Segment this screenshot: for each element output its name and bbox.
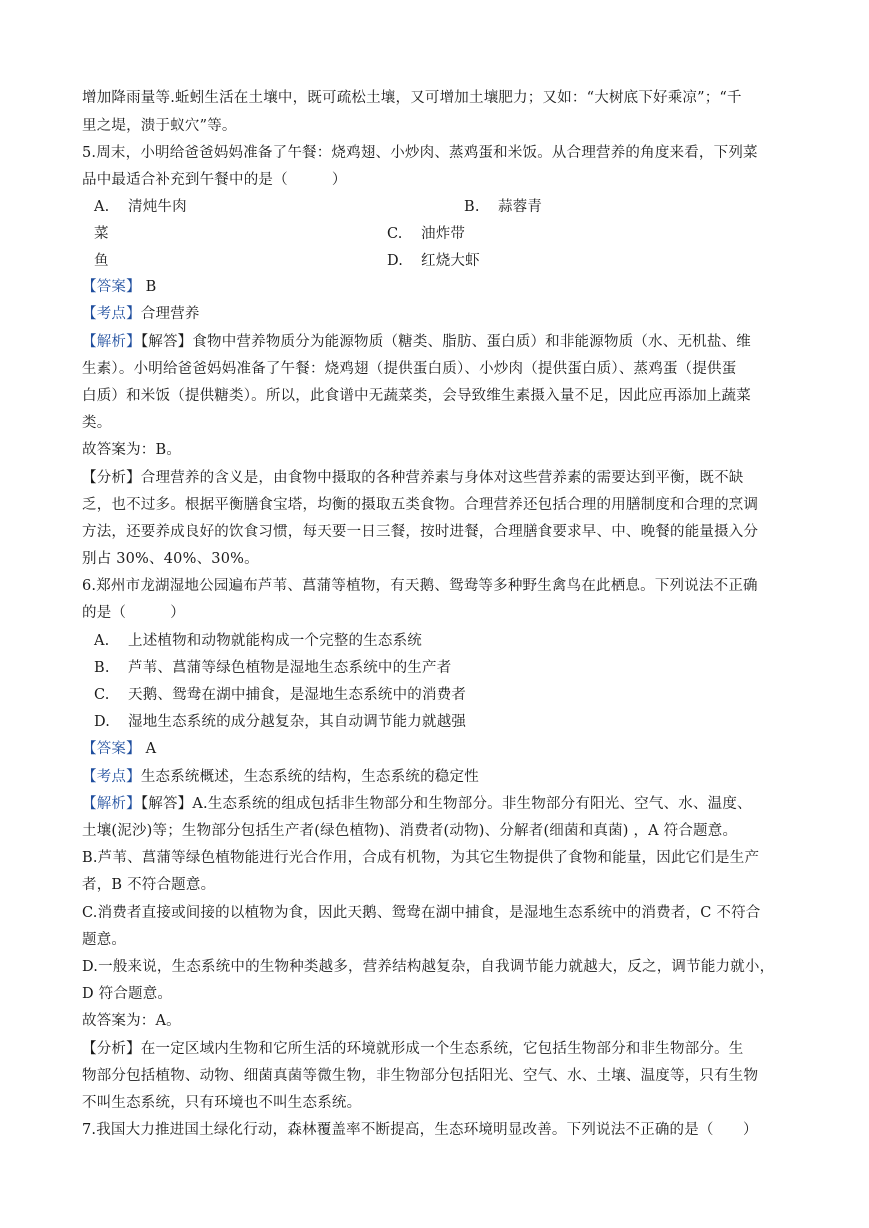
- option-a: [94, 631, 814, 651]
- fenxi-line: 不叫生态系统，只有环境也不叫生态系统。: [82, 1095, 362, 1111]
- analysis-line: B.芦苇、菖蒲等绿色植物能进行光合作用，合成有机物，为其它生物提供了食物和能量，因此它们是生产: [82, 850, 760, 866]
- option-b-continued: 菜: [94, 226, 109, 242]
- answer-tag: 【答案】: [82, 741, 141, 757]
- fenxi-line: 【分析】在一定区域内生物和它所生活的环境就形成一个生态系统，它包括生物部分和非生物部分。生: [82, 1041, 744, 1057]
- answer-line: [82, 277, 802, 297]
- analysis-line: 类。: [82, 415, 112, 431]
- answer-value: B: [140, 279, 157, 295]
- point-value: 生态系统概述，生态系统的结构，生态系统的稳定性: [140, 769, 479, 785]
- option-text: 湿地生态系统的成分越复杂，其自动调节能力就越强: [128, 714, 467, 730]
- text-line: 里之堤，溃于蚁穴”等。: [82, 118, 237, 134]
- option-text: 红烧大虾: [421, 253, 480, 269]
- analysis-line: C.消费者直接或间接的以植物为食，因此天鹅、鸳鸯在湖中捕食，是湿地生态系统中的消费者，C 不符合: [82, 905, 761, 921]
- fenxi-line: 【分析】合理营养的含义是，由食物中摄取的各种营养素与身体对这些营养素的需要达到平衡，既不缺: [82, 470, 744, 486]
- text-line: 增加降雨量等.蚯蚓生活在土壤中，既可疏松土壤，又可增加土壤肥力；又如：“大树底下好乘凉”；“千: [82, 90, 742, 106]
- question-6-stem: 6.郑州市龙湖湿地公园遍布芦苇、菖蒲等植物，有天鹅、鸳鸯等多种野生禽鸟在此栖息。下列说法不正确: [82, 578, 758, 594]
- answer-tag: 【答案】: [82, 279, 141, 295]
- analysis-tag: 【解析】: [82, 334, 141, 350]
- analysis-line: 白质）和米饭（提供糖类）。所以，此食谱中无蔬菜类，会导致维生素摄入量不足，因此应再添加上蔬菜: [82, 388, 751, 404]
- point-line: [82, 304, 802, 324]
- answer-line: [82, 739, 802, 759]
- option-c-continued: 鱼: [94, 253, 109, 269]
- question-5-stem: 5.周末，小明给爸爸妈妈准备了午餐：烧鸡翅、小炒肉、蒸鸡蛋和米饭。从合理营养的角度来看，下列菜: [82, 145, 758, 161]
- option-label: B.: [464, 199, 480, 215]
- option-text: 天鹅、鸳鸯在湖中捕食，是湿地生态系统中的消费者: [128, 687, 467, 703]
- analysis-line: 生素）。小明给爸爸妈妈准备了午餐：烧鸡翅（提供蛋白质）、小炒肉（提供蛋白质）、蒸鸡蛋（提供蛋: [82, 361, 737, 377]
- answer-value: A: [140, 741, 157, 757]
- option-text: 油炸带: [421, 226, 466, 242]
- fenxi-line: 乏，也不过多。根据平衡膳食宝塔，均衡的摄取五类食物。合理营养还包括合理的用膳制度和合理的烹调: [82, 497, 759, 513]
- fenxi-line: 方法，还要养成良好的饮食习惯，每天要一日三餐，按时进餐，合理膳食要求早、中、晚餐的能量摄入分: [82, 524, 759, 540]
- option-text: 芦苇、菖蒲等绿色植物是湿地生态系统中的生产者: [128, 660, 452, 676]
- option-b: [464, 197, 764, 217]
- point-tag: 【考点】: [82, 769, 141, 785]
- analysis-line: D.一般来说，生态系统中的生物种类越多，营养结构越复杂，自我调节能力就越大，反之，调节能力就小，: [82, 959, 775, 975]
- option-label: B.: [94, 660, 110, 676]
- point-line: [82, 767, 802, 787]
- option-d: [387, 251, 687, 271]
- analysis-line: 题意。: [82, 932, 127, 948]
- analysis-line: [82, 794, 802, 814]
- option-label: C.: [387, 226, 403, 242]
- option-label: A.: [94, 633, 110, 649]
- option-text: 蒜蓉青: [498, 199, 543, 215]
- fenxi-line: 物部分包括植物、动物、细菌真菌等微生物，非生物部分包括阳光、空气、水、土壤、温度等，只有生物: [82, 1068, 759, 1084]
- question-7-stem: 7.我国大力推进国土绿化行动，森林覆盖率不断提高，生态环境明显改善。下列说法不正确的是（ ）: [82, 1122, 758, 1138]
- fenxi-line: 别占 30%、40%、30%。: [82, 551, 259, 567]
- option-b: [94, 658, 814, 678]
- option-c: [387, 224, 687, 244]
- conclusion-line: 故答案为：B。: [82, 442, 182, 458]
- option-label: D.: [387, 253, 404, 269]
- analysis-tag: 【解析】: [82, 796, 141, 812]
- point-tag: 【考点】: [82, 306, 141, 322]
- analysis-line: [82, 332, 802, 352]
- analysis-text: 【解答】A.生态系统的组成包括非生物部分和生物部分。非生物部分有阳光、空气、水、温度、: [140, 796, 752, 812]
- analysis-line: 者，B 不符合题意。: [82, 877, 216, 893]
- point-value: 合理营养: [140, 306, 200, 322]
- option-label: D.: [94, 714, 111, 730]
- option-c: [94, 685, 814, 705]
- question-5-stem: 品中最适合补充到午餐中的是（ ）: [82, 172, 347, 188]
- option-text: 上述植物和动物就能构成一个完整的生态系统: [128, 633, 422, 649]
- analysis-line: 土壤(泥沙)等；生物部分包括生产者(绿色植物)、消费者(动物)、分解者(细菌和真菌) ，A 符合题意。: [82, 823, 738, 839]
- conclusion-line: 故答案为：A。: [82, 1013, 181, 1029]
- option-text: 清炖牛肉: [128, 199, 187, 215]
- analysis-text: 【解答】食物中营养物质分为能源物质（糖类、脂肪、蛋白质）和非能源物质（水、无机盐、维: [140, 334, 751, 350]
- question-6-stem: 的是（ ）: [82, 605, 185, 621]
- analysis-line: D 符合题意。: [82, 986, 173, 1002]
- option-d: [94, 712, 814, 732]
- option-label: C.: [94, 687, 110, 703]
- option-label: A.: [94, 199, 110, 215]
